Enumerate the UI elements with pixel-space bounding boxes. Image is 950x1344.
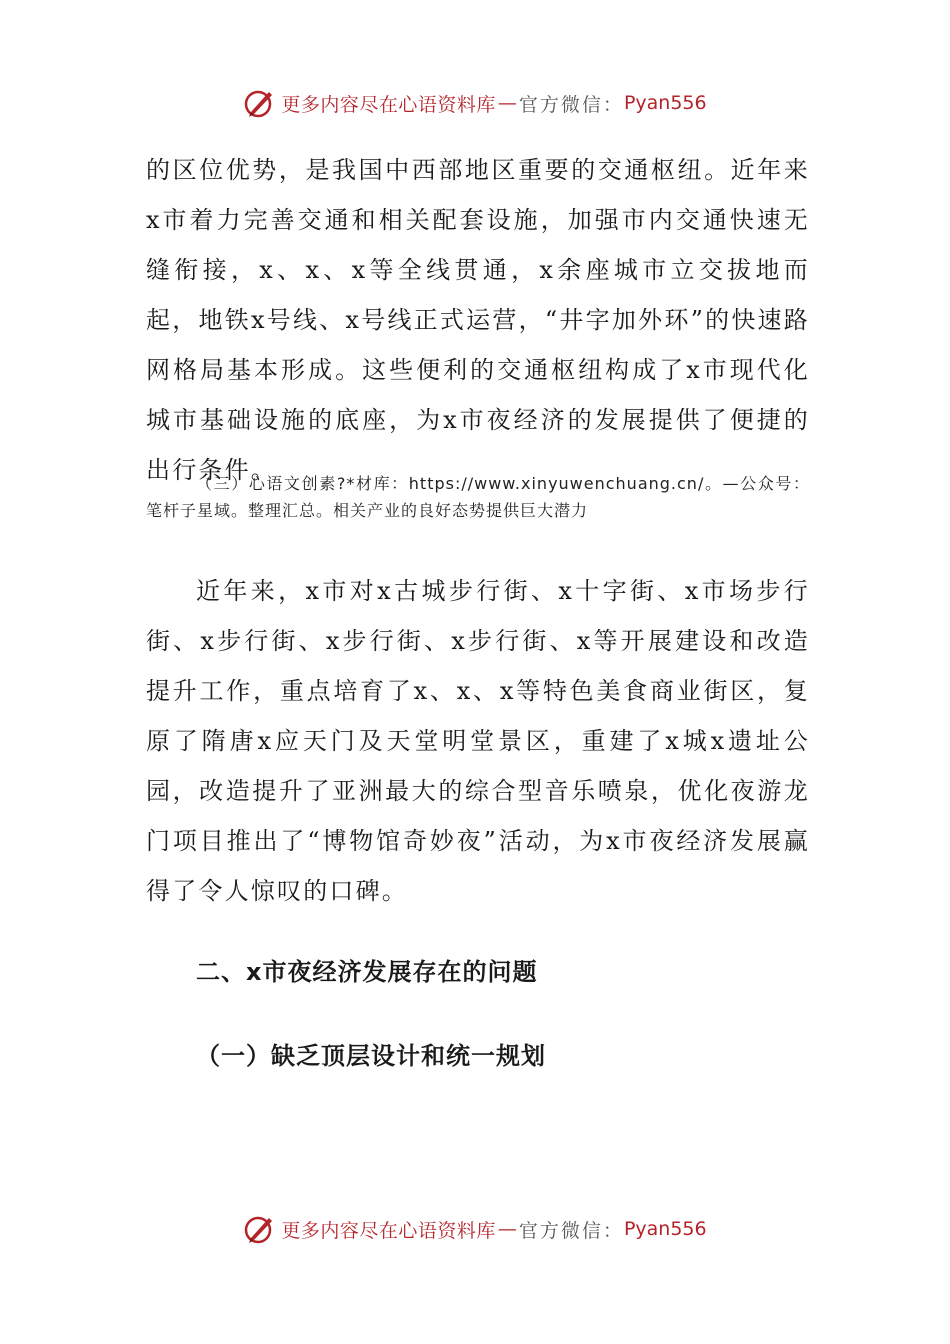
watermark-wechat-id: Pyan556	[623, 92, 707, 114]
watermark-wechat-label: 官方微信：	[518, 93, 624, 116]
watermark-brand: 更多内容尽在心语资料库	[281, 93, 496, 116]
pen-logo-icon	[243, 86, 277, 120]
body-paragraph-2: （三）心语文创素?*材库：https://www.xinyuwenchuang.cn/。—公众号：笔杆子星域。整理汇总。相关产业的良好态势提供巨大潜力	[146, 474, 810, 520]
watermark-brand: 更多内容尽在心语资料库	[281, 1219, 496, 1242]
watermark-header	[0, 86, 950, 120]
watermark-footer	[0, 1212, 950, 1246]
watermark-dash: —	[497, 1218, 517, 1240]
watermark-wechat-label: 官方微信：	[518, 1219, 624, 1242]
body-paragraph-3: 近年来，x市对x古城步行街、x十字街、x市场步行街、x步行街、x步行街、x步行街、x等开展建设和改造提升工作，重点培育了x、x、x等特色美食商业街区，复原了隋唐x应天门及天堂明堂景区，重建了x城x遗址公园，改造提升了亚洲最大的综合型音乐喷泉，优化夜游龙门项目推出了“博物馆奇妙夜”活动，为x市夜经济发展赢得了令人惊叹的口碑。	[146, 577, 810, 905]
watermark-dash: —	[497, 92, 517, 114]
pen-logo-icon	[243, 1212, 277, 1246]
subsection-heading-2-1: （一）缺乏顶层设计和统一规划	[196, 1042, 546, 1070]
section-heading-2: 二、x市夜经济发展存在的问题	[196, 958, 538, 986]
body-paragraph-1: 的区位优势，是我国中西部地区重要的交通枢纽。近年来x市着力完善交通和相关配套设施，加强市内交通快速无缝衔接，x、x、x等全线贯通，x余座城市立交拔地而起，地铁x号线、x号线正式运营，“井字加外环”的快速路网格局基本形成。这些便利的交通枢纽构成了x市现代化城市基础设施的底座，为x市夜经济的发展提供了便捷的出行条件。	[146, 156, 810, 484]
watermark-wechat-id: Pyan556	[623, 1218, 707, 1240]
